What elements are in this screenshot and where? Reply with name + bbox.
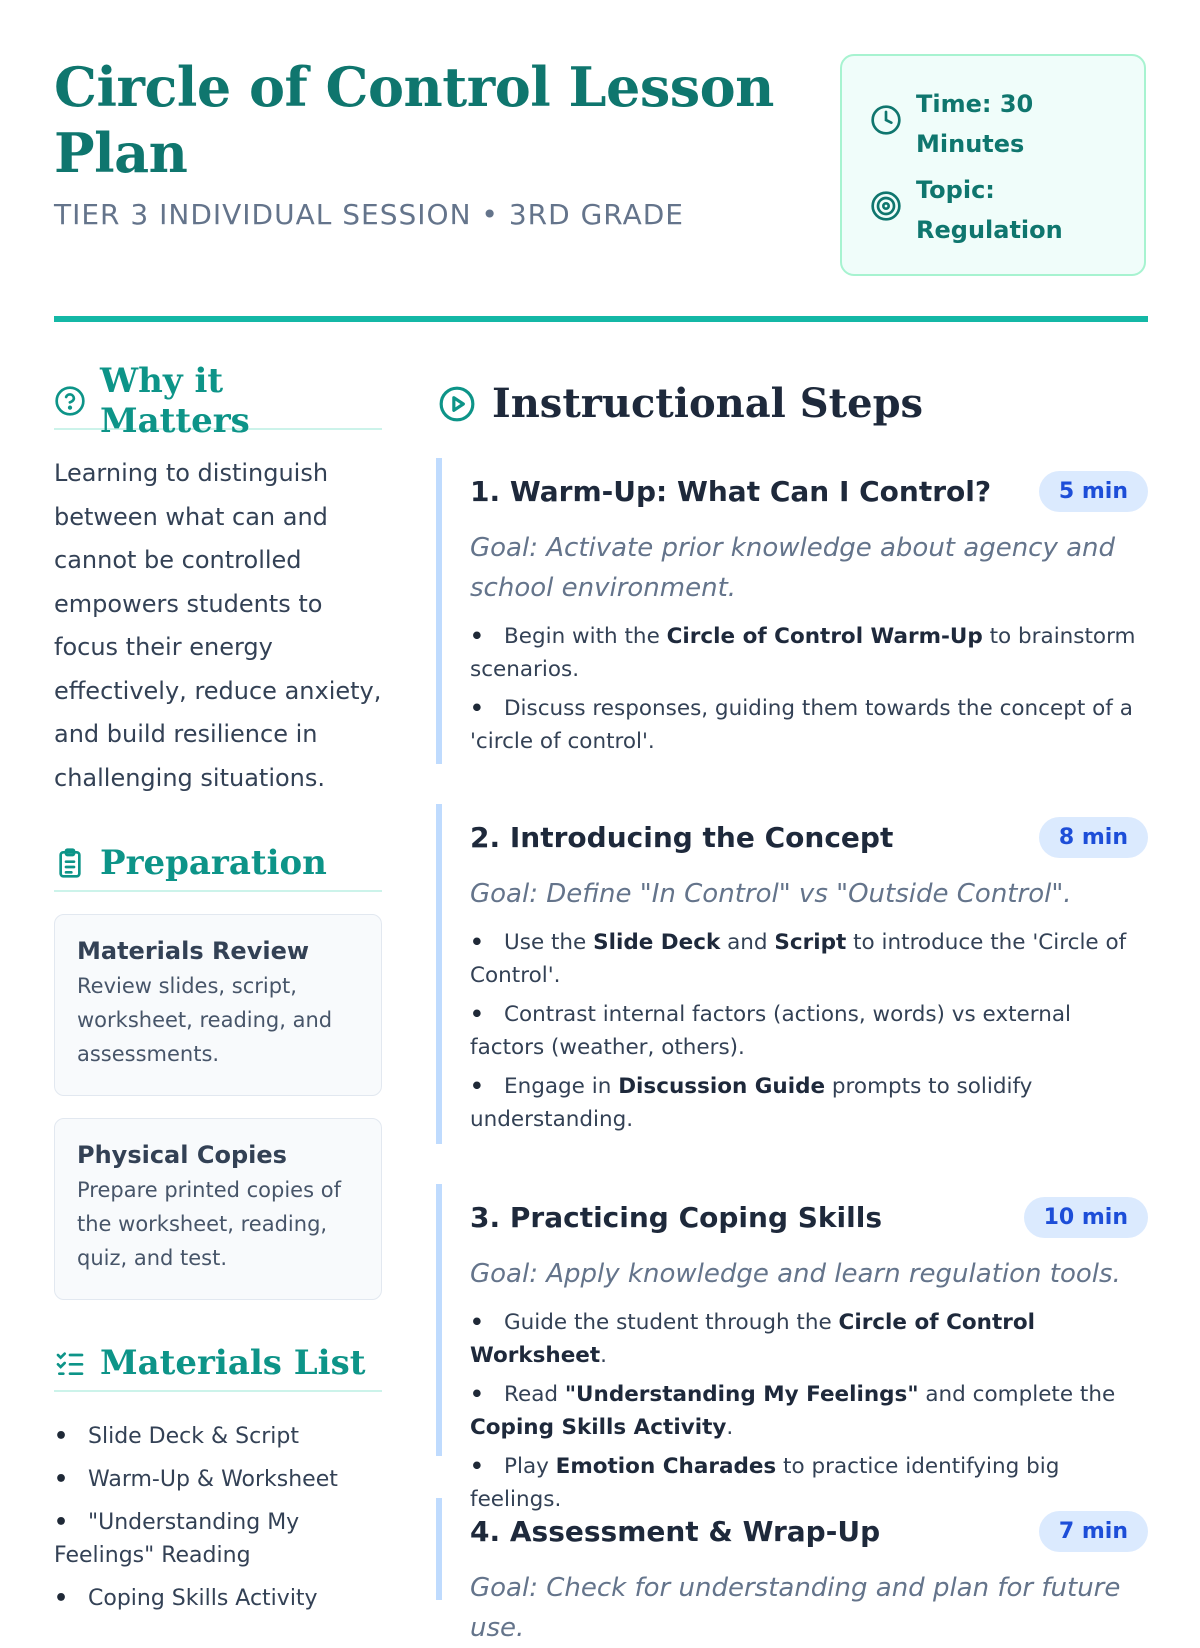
instructional-heading: [438, 380, 923, 427]
time-label: Time: 30 Minutes: [916, 90, 1034, 158]
why-heading-label: Why it Matters: [100, 361, 250, 441]
list-item: • Begin with the Circle of Control Warm-Up to brainstorm scenarios.: [470, 620, 1148, 686]
step-goal: Goal: Define "In Control" vs "Outside Control".: [470, 879, 1072, 909]
step-goal: Goal: Apply knowledge and learn regulation tools.: [470, 1259, 1121, 1289]
target-icon: [870, 190, 902, 222]
step-3: [436, 1184, 1148, 1512]
preparation-heading: [54, 836, 382, 892]
list-item: • Warm-Up & Worksheet: [54, 1463, 384, 1496]
duration-badge: 7 min: [1039, 1511, 1148, 1552]
materials-heading-label: Materials List: [100, 1343, 366, 1383]
card-title: Physical Copies: [77, 1141, 287, 1169]
prep-card-physical-copies: [54, 1118, 382, 1300]
card-description: Review slides, script, worksheet, reading, and assessments.: [77, 974, 333, 1066]
list-item: • Discuss responses, guiding them towards the concept of a 'circle of control'.: [470, 692, 1148, 758]
step-bullets: [470, 620, 1148, 758]
header-divider: [54, 316, 1148, 322]
card-title: Materials Review: [77, 937, 310, 965]
list-item: • Slide Deck & Script: [54, 1420, 384, 1453]
step-bullets: [470, 926, 1148, 1136]
list-item: • Play Emotion Charades to practice identifying big feelings.: [470, 1450, 1148, 1516]
step-2: [436, 804, 1148, 1144]
step-title: 3. Practicing Coping Skills: [470, 1200, 882, 1234]
preparation-heading-label: Preparation: [100, 843, 327, 883]
prep-card-materials-review: [54, 914, 382, 1096]
topic-info: [870, 170, 1116, 250]
duration-badge: 10 min: [1024, 1197, 1148, 1238]
card-description: Prepare printed copies of the worksheet, reading, quiz, and test.: [77, 1178, 341, 1270]
list-item: • "Understanding My Feelings" Reading: [54, 1506, 384, 1572]
list-item: • Contrast internal factors (actions, words) vs external factors (weather, others).: [470, 998, 1148, 1064]
page-subtitle: TIER 3 INDIVIDUAL SESSION • 3RD GRADE: [54, 198, 684, 231]
step-title: 4. Assessment & Wrap-Up: [470, 1514, 881, 1548]
checklist-icon: [54, 1347, 86, 1379]
clock-icon: [870, 104, 902, 136]
page-title: Circle of Control Lesson Plan: [54, 55, 774, 185]
list-item: • Guide the student through the Circle of Control Worksheet.: [470, 1306, 1148, 1372]
time-info: [870, 84, 1116, 164]
clipboard-icon: [54, 847, 86, 879]
step-4: [436, 1498, 1148, 1643]
materials-heading: [54, 1336, 382, 1392]
why-body: Learning to distinguish between what can and cannot be controlled empowers students to focus their energy effectively, reduce anxiety, and build resilience in challenging situations.: [54, 459, 382, 792]
materials-list: [54, 1420, 384, 1625]
list-item: • Use the Slide Deck and Script to introduce the 'Circle of Control'.: [470, 926, 1148, 992]
list-item: • Read "Understanding My Feelings" and complete the Coping Skills Activity.: [470, 1378, 1148, 1444]
step-goal: Goal: Activate prior knowledge about agency and school environment.: [470, 533, 1116, 603]
session-info-box: [840, 54, 1146, 276]
instructional-heading-label: Instructional Steps: [492, 380, 924, 427]
list-item: • Engage in Discussion Guide prompts to solidify understanding.: [470, 1070, 1148, 1136]
help-circle-icon: [54, 385, 86, 417]
step-title: 2. Introducing the Concept: [470, 820, 894, 854]
list-item: • Coping Skills Activity: [54, 1582, 384, 1615]
step-title: 1. Warm-Up: What Can I Control?: [470, 474, 992, 508]
step-bullets: [470, 1306, 1148, 1516]
duration-badge: 5 min: [1039, 471, 1148, 512]
step-goal: Goal: Check for understanding and plan for future use.: [470, 1573, 1121, 1643]
why-heading: [54, 361, 382, 441]
duration-badge: 8 min: [1039, 817, 1148, 858]
step-1: [436, 458, 1148, 764]
play-circle-icon: [438, 385, 476, 423]
topic-label: Topic: Regulation: [916, 176, 1063, 244]
